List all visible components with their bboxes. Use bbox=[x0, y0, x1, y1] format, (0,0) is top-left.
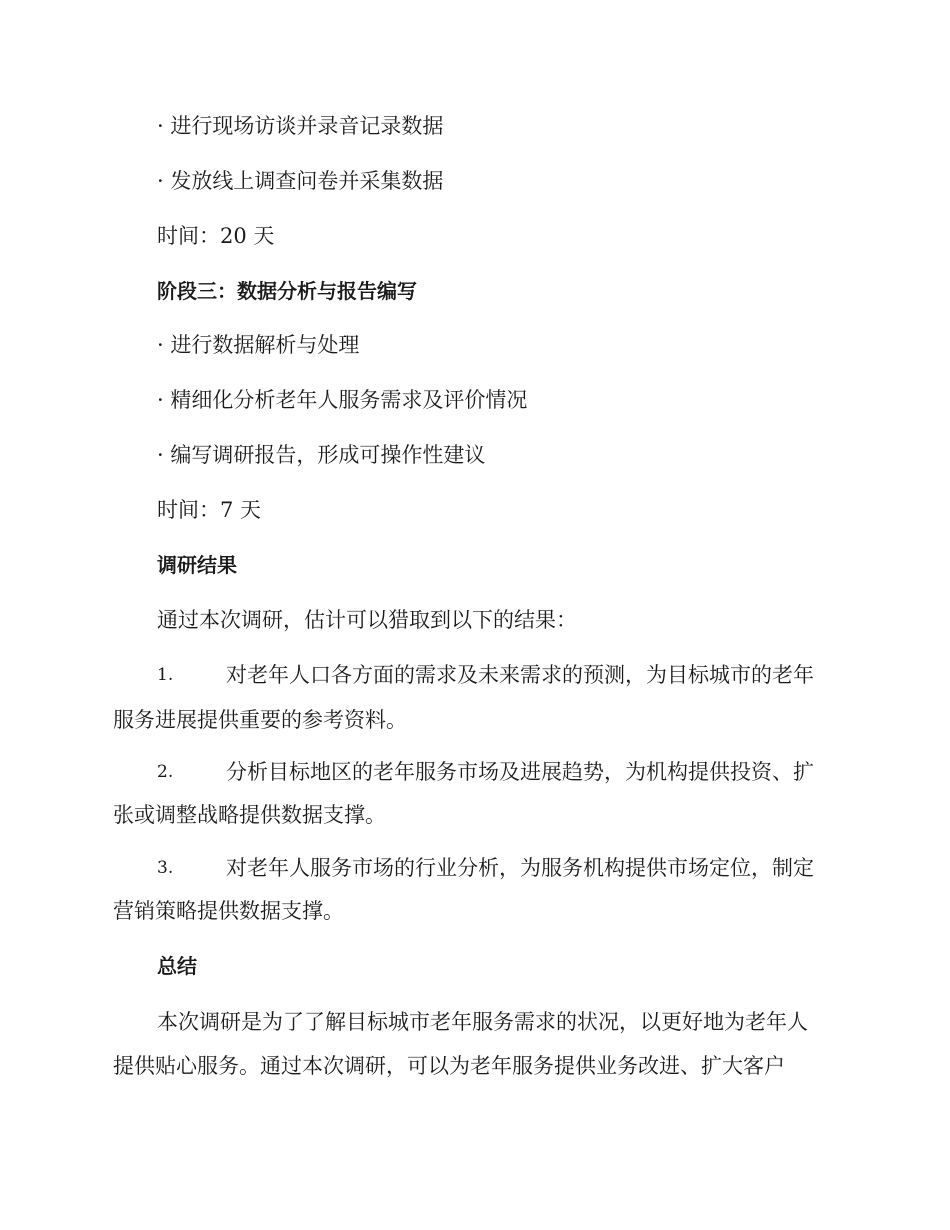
summary-paragraph-line: 提供贴心服务。通过本次调研，可以为老年服务提供业务改进、扩大客户 bbox=[113, 1054, 785, 1078]
section-heading-results: 调研结果 bbox=[157, 553, 237, 577]
list-text: 对老年人口各方面的需求及未来需求的预测，为目标城市的老年 bbox=[226, 663, 814, 687]
list-number: 3. bbox=[157, 858, 174, 878]
list-text-continuation: 服务进展提供重要的参考资料。 bbox=[113, 708, 407, 732]
bullet-item: · 发放线上调查问卷并采集数据 bbox=[157, 169, 444, 193]
time-note: 时间：20 天 bbox=[157, 224, 275, 248]
bullet-item: · 进行数据解析与处理 bbox=[157, 333, 360, 357]
list-text-continuation: 营销策略提供数据支撑。 bbox=[113, 899, 344, 923]
list-number: 1. bbox=[157, 665, 174, 685]
list-number: 2. bbox=[157, 762, 174, 782]
time-note: 时间：7 天 bbox=[157, 498, 262, 522]
section-heading-summary: 总结 bbox=[157, 954, 197, 978]
list-text: 对老年人服务市场的行业分析，为服务机构提供市场定位，制定 bbox=[226, 856, 814, 880]
list-text-continuation: 张或调整战略提供数据支撑。 bbox=[113, 803, 386, 827]
list-text: 分析目标地区的老年服务市场及进展趋势，为机构提供投资、扩 bbox=[226, 760, 814, 784]
bullet-item: · 进行现场访谈并录音记录数据 bbox=[157, 114, 444, 138]
section-heading-stage3: 阶段三：数据分析与报告编写 bbox=[157, 279, 417, 303]
results-intro: 通过本次调研，估计可以猎取到以下的结果： bbox=[157, 608, 577, 632]
bullet-item: · 编写调研报告，形成可操作性建议 bbox=[157, 443, 486, 467]
summary-paragraph-line: 本次调研是为了了解目标城市老年服务需求的状况，以更好地为老年人 bbox=[157, 1010, 808, 1034]
bullet-item: · 精细化分析老年人服务需求及评价情况 bbox=[157, 388, 528, 412]
